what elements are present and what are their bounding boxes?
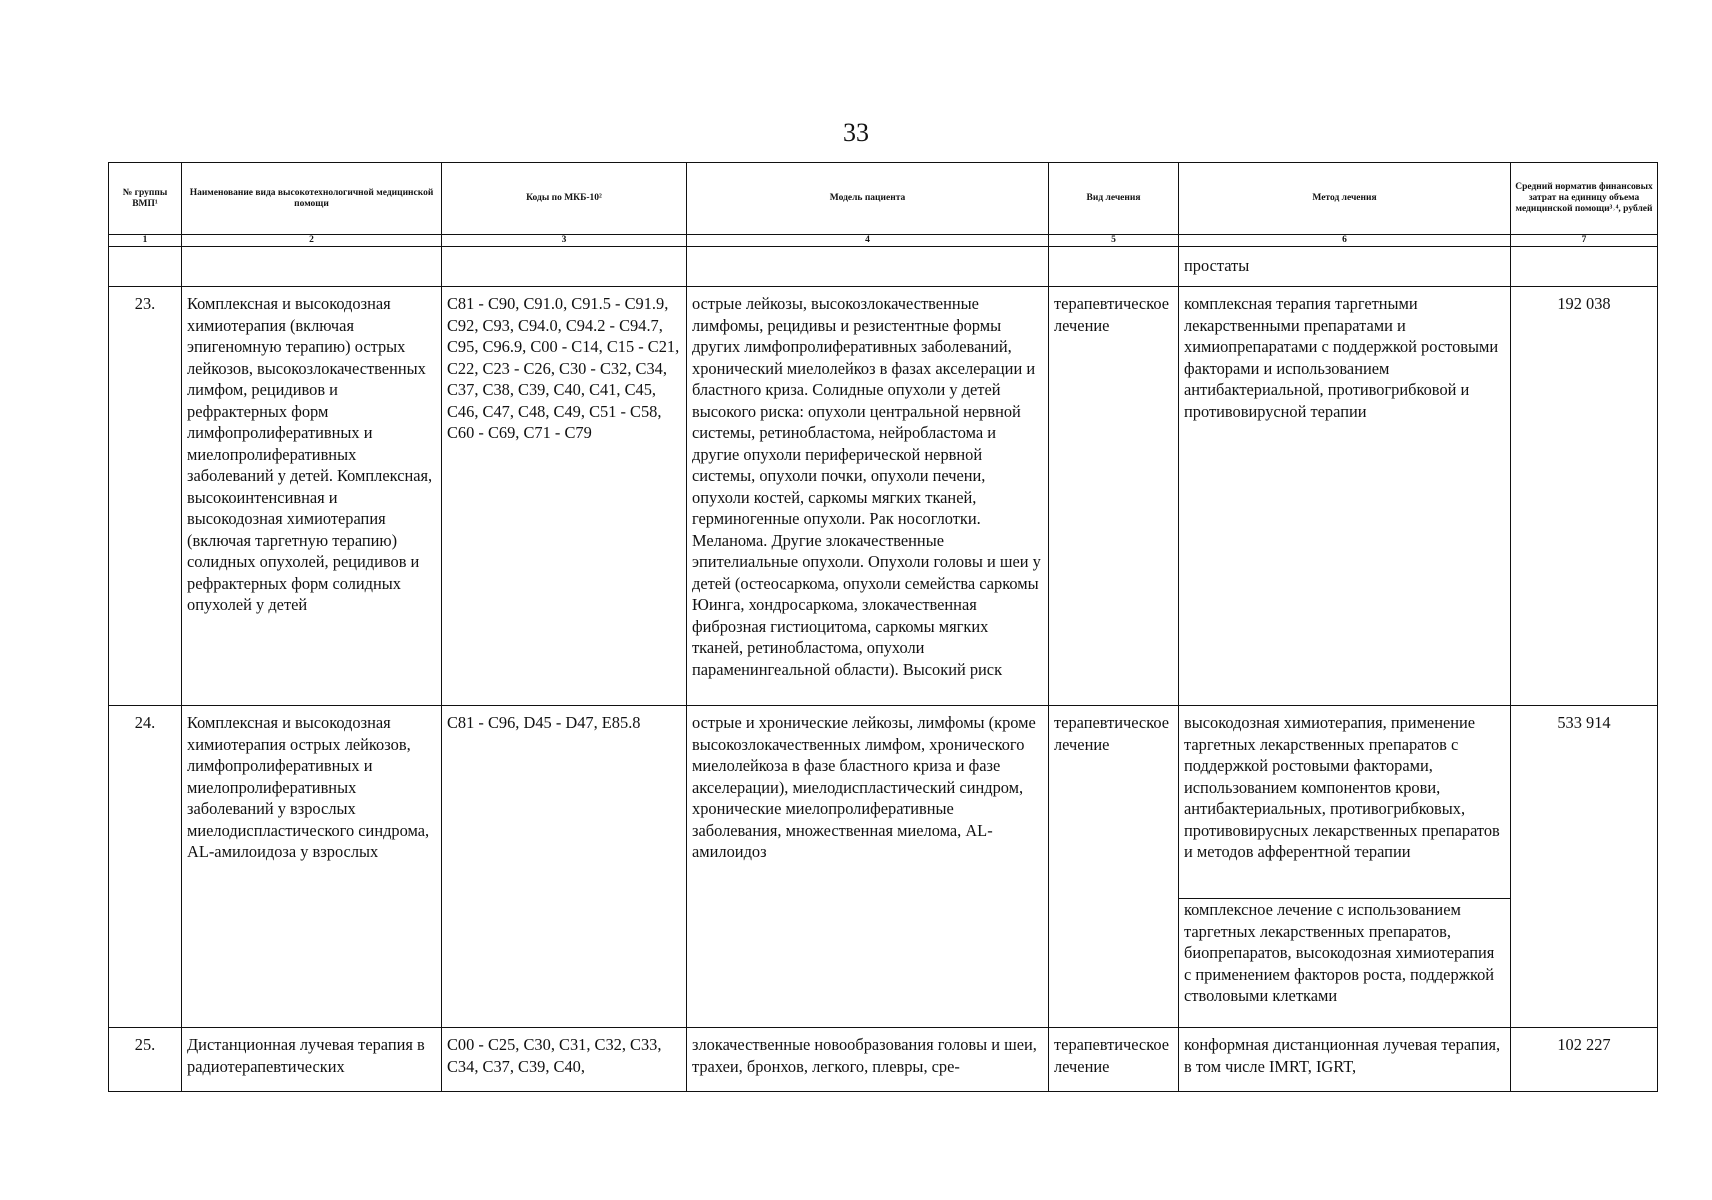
care-type-name: Дистанционная лучевая терапия в радиотерапевтических <box>182 1028 442 1092</box>
icd-codes: C81 - C90, C91.0, C91.5 - C91.9, C92, C93, C94.0, C94.2 - C94.7, C95, C96.9, C00 - C14, C15 - C21, C22, C23 - C26, C30 - C32, C34, C37, C38, C39, C40, C41, C45, C46, C47, C48, C49, C51 - C58, C60 - C69, C71 - C79 <box>442 287 687 706</box>
col-number: 7 <box>1511 235 1658 247</box>
group-number: 25. <box>109 1028 182 1092</box>
header-row <box>109 163 1658 235</box>
table-row-23 <box>109 287 1658 706</box>
table-row-25 <box>109 1028 1658 1092</box>
continuation-row <box>109 247 1658 287</box>
treatment-type: терапевтическое лечение <box>1049 706 1179 1028</box>
patient-model: острые и хронические лейкозы, лимфомы (кроме высокозлокачественных лимфом, хронического миелолейкоза в фазе бластного криза и фазе акселерации), миелодиспластический синдром, хронические миелопролиферативные заболевания, множественная миелома, AL-амилоидоз <box>687 706 1049 1028</box>
page-number: 33 <box>843 118 869 147</box>
col-header-cost: Средний норматив финансовых затрат на единицу объема медицинской помощи³˒⁴, рублей <box>1511 163 1658 235</box>
treatment-method: комплексная терапия таргетными лекарственными препаратами и химиопрепаратами с поддержкой ростовыми факторами и использованием антибактериальной, противогрибковой и противовирусной терапии <box>1179 287 1511 706</box>
col-header-group: № группы ВМП¹ <box>109 163 182 235</box>
col-number: 2 <box>182 235 442 247</box>
patient-model: острые лейкозы, высокозлокачественные лимфомы, рецидивы и резистентные формы других лимфопролиферативных заболеваний, хронический миелолейкоз в фазах акселерации и бластного криза. Солидные опухоли у детей высокого риска: опухоли центральной нервной системы, ретинобластома, нейробластома и другие опухоли периферической нервной системы, опухоли почки, опухоли печени, опухоли костей, саркомы мягких тканей, герминогенные опухоли. Рак носоглотки. Меланома. Другие злокачественные эпителиальные опухоли. Опухоли головы и шеи у детей (остеосаркома, опухоли семейства саркомы Юинга, хондросаркома, злокачественная фиброзная гистиоцитома, саркомы мягких тканей, ретинобластома, опухоли параменингеальной области). Высокий риск <box>687 287 1049 706</box>
col-header-treatment-type: Вид лечения <box>1049 163 1179 235</box>
icd-codes: C81 - C96, D45 - D47, E85.8 <box>442 706 687 1028</box>
treatment-type: терапевтическое лечение <box>1049 287 1179 706</box>
col-header-method: Метод лечения <box>1179 163 1511 235</box>
col-number: 4 <box>687 235 1049 247</box>
col-header-name: Наименование вида высокотехнологичной медицинской помощи <box>182 163 442 235</box>
col-number: 1 <box>109 235 182 247</box>
table-row-24 <box>109 706 1658 899</box>
treatment-method: комплексное лечение с использованием таргетных лекарственных препаратов, биопрепаратов, высокодозная химиотерапия с применением факторов роста, поддержкой стволовыми клетками <box>1179 899 1511 1028</box>
treatment-method: конформная дистанционная лучевая терапия, в том числе IMRT, IGRT, <box>1179 1028 1511 1092</box>
treatment-method: высокодозная химиотерапия, применение таргетных лекарственных препаратов с поддержкой ростовыми факторами, использованием компонентов крови, антибактериальных, противогрибковых, противовирусных лекарственных препаратов и методов афферентной терапии <box>1179 706 1511 899</box>
care-type-name: Комплексная и высокодозная химиотерапия (включая эпигеномную терапию) острых лейкозов, высокозлокачественных лимфом, рецидивов и рефрактерных форм лимфопролиферативных и миелопролиферативных заболеваний у детей. Комплексная, высокоинтенсивная и высокодозная химиотерапия (включая таргетную терапию) солидных опухолей, рецидивов и рефрактерных форм солидных опухолей у детей <box>182 287 442 706</box>
col-number: 3 <box>442 235 687 247</box>
vmp-table <box>108 162 1658 1092</box>
cost-standard: 102 227 <box>1511 1028 1658 1092</box>
continuation-method: простаты <box>1179 247 1511 287</box>
column-number-row <box>109 235 1658 247</box>
icd-codes: C00 - C25, C30, C31, C32, C33, C34, C37, C39, C40, <box>442 1028 687 1092</box>
group-number: 24. <box>109 706 182 1028</box>
col-number: 5 <box>1049 235 1179 247</box>
treatment-type: терапевтическое лечение <box>1049 1028 1179 1092</box>
cost-standard: 192 038 <box>1511 287 1658 706</box>
col-header-codes: Коды по МКБ-10² <box>442 163 687 235</box>
col-number: 6 <box>1179 235 1511 247</box>
cost-standard: 533 914 <box>1511 706 1658 1028</box>
care-type-name: Комплексная и высокодозная химиотерапия острых лейкозов, лимфопролиферативных и миелопролиферативных заболеваний у взрослых миелодиспластического синдрома, AL-амилоидоза у взрослых <box>182 706 442 1028</box>
patient-model: злокачественные новообразования головы и шеи, трахеи, бронхов, легкого, плевры, сре- <box>687 1028 1049 1092</box>
group-number: 23. <box>109 287 182 706</box>
col-header-patient-model: Модель пациента <box>687 163 1049 235</box>
